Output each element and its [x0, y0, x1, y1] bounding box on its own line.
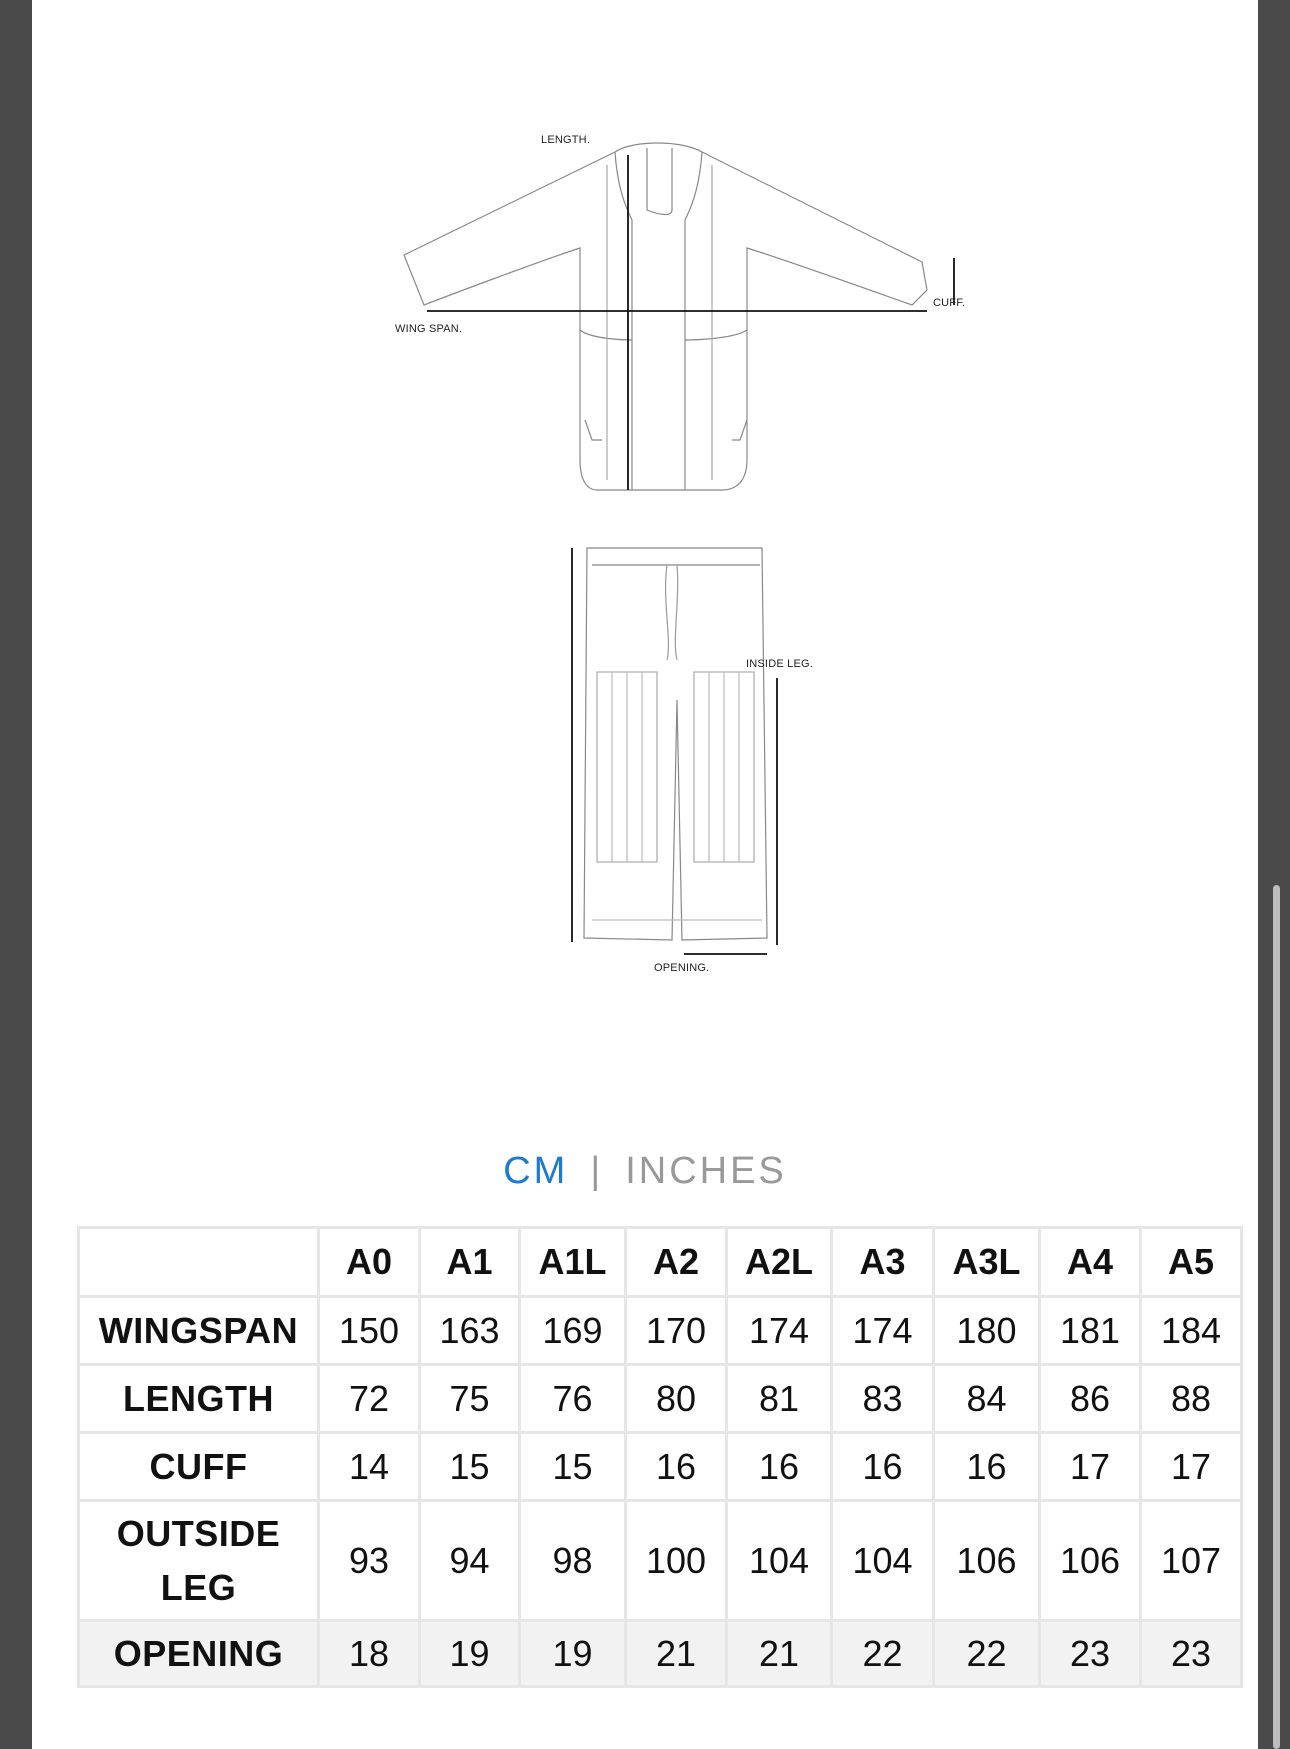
table-cell: 181: [1040, 1297, 1141, 1365]
table-cell: 93: [319, 1501, 420, 1621]
size-header: A2L: [727, 1228, 832, 1297]
table-cell: 163: [420, 1297, 520, 1365]
table-cell: 106: [934, 1501, 1040, 1621]
table-cell: 81: [727, 1365, 832, 1433]
table-cell: 174: [727, 1297, 832, 1365]
table-cell: 17: [1040, 1433, 1141, 1501]
table-cell: 76: [520, 1365, 626, 1433]
size-header: A4: [1040, 1228, 1141, 1297]
table-cell: 15: [520, 1433, 626, 1501]
table-cell: 17: [1141, 1433, 1242, 1501]
table-cell: 94: [420, 1501, 520, 1621]
corner-cell: [79, 1228, 319, 1297]
unit-toggle: [32, 1150, 1258, 1193]
size-header: A1L: [520, 1228, 626, 1297]
table-row-length: [79, 1365, 1242, 1433]
table-cell: 104: [727, 1501, 832, 1621]
opening-label: OPENING.: [654, 962, 710, 974]
table-cell: 19: [520, 1621, 626, 1687]
table-cell: 104: [832, 1501, 934, 1621]
table-row-opening: [79, 1621, 1242, 1687]
size-header: A3L: [934, 1228, 1040, 1297]
table-cell: 18: [319, 1621, 420, 1687]
row-label-line: OUTSIDE: [116, 1512, 281, 1554]
size-table: [77, 1226, 1243, 1688]
length-label: LENGTH.: [541, 134, 591, 146]
table-row-wingspan: [79, 1297, 1242, 1365]
row-label: WINGSPAN: [79, 1297, 319, 1365]
table-cell: 72: [319, 1365, 420, 1433]
row-label: LENGTH: [79, 1365, 319, 1433]
table-cell: 107: [1141, 1501, 1242, 1621]
scrollbar-thumb[interactable]: [1273, 885, 1280, 1749]
table-cell: 19: [420, 1621, 520, 1687]
cm-toggle[interactable]: CM: [503, 1150, 569, 1192]
table-cell: 180: [934, 1297, 1040, 1365]
table-cell: 75: [420, 1365, 520, 1433]
gi-diagram: [32, 0, 1258, 1000]
inside-leg-label: INSIDE LEG.: [746, 658, 813, 670]
table-cell: 106: [1040, 1501, 1141, 1621]
row-label-line: LEG: [160, 1566, 237, 1608]
size-header: A5: [1141, 1228, 1242, 1297]
size-guide-panel: [32, 0, 1258, 1749]
table-cell: 84: [934, 1365, 1040, 1433]
inches-toggle[interactable]: INCHES: [625, 1150, 787, 1192]
table-cell: 14: [319, 1433, 420, 1501]
jacket-outline: [404, 143, 927, 490]
table-cell: 22: [832, 1621, 934, 1687]
size-header: A0: [319, 1228, 420, 1297]
table-cell: 23: [1141, 1621, 1242, 1687]
table-cell: 15: [420, 1433, 520, 1501]
size-header: A1: [420, 1228, 520, 1297]
table-cell: 16: [832, 1433, 934, 1501]
table-cell: 22: [934, 1621, 1040, 1687]
row-label: [79, 1501, 319, 1621]
table-cell: 184: [1141, 1297, 1242, 1365]
table-cell: 21: [626, 1621, 727, 1687]
row-label: OPENING: [79, 1621, 319, 1687]
table-cell: 100: [626, 1501, 727, 1621]
table-cell: 16: [626, 1433, 727, 1501]
table-row-outside-leg: [79, 1501, 1242, 1621]
unit-separator: |: [590, 1150, 604, 1192]
table-cell: 150: [319, 1297, 420, 1365]
size-header: A3: [832, 1228, 934, 1297]
header-row: [79, 1228, 1242, 1297]
table-cell: 174: [832, 1297, 934, 1365]
table-cell: 21: [727, 1621, 832, 1687]
table-cell: 16: [934, 1433, 1040, 1501]
row-label: CUFF: [79, 1433, 319, 1501]
table-cell: 23: [1040, 1621, 1141, 1687]
wingspan-label: WING SPAN.: [395, 323, 463, 335]
table-cell: 170: [626, 1297, 727, 1365]
table-cell: 16: [727, 1433, 832, 1501]
size-header: A2: [626, 1228, 727, 1297]
table-cell: 169: [520, 1297, 626, 1365]
cuff-label: CUFF.: [933, 297, 966, 309]
table-cell: 83: [832, 1365, 934, 1433]
table-cell: 88: [1141, 1365, 1242, 1433]
table-cell: 80: [626, 1365, 727, 1433]
size-table-scroll[interactable]: [77, 1226, 1246, 1690]
table-cell: 98: [520, 1501, 626, 1621]
table-row-cuff: [79, 1433, 1242, 1501]
table-cell: 86: [1040, 1365, 1141, 1433]
